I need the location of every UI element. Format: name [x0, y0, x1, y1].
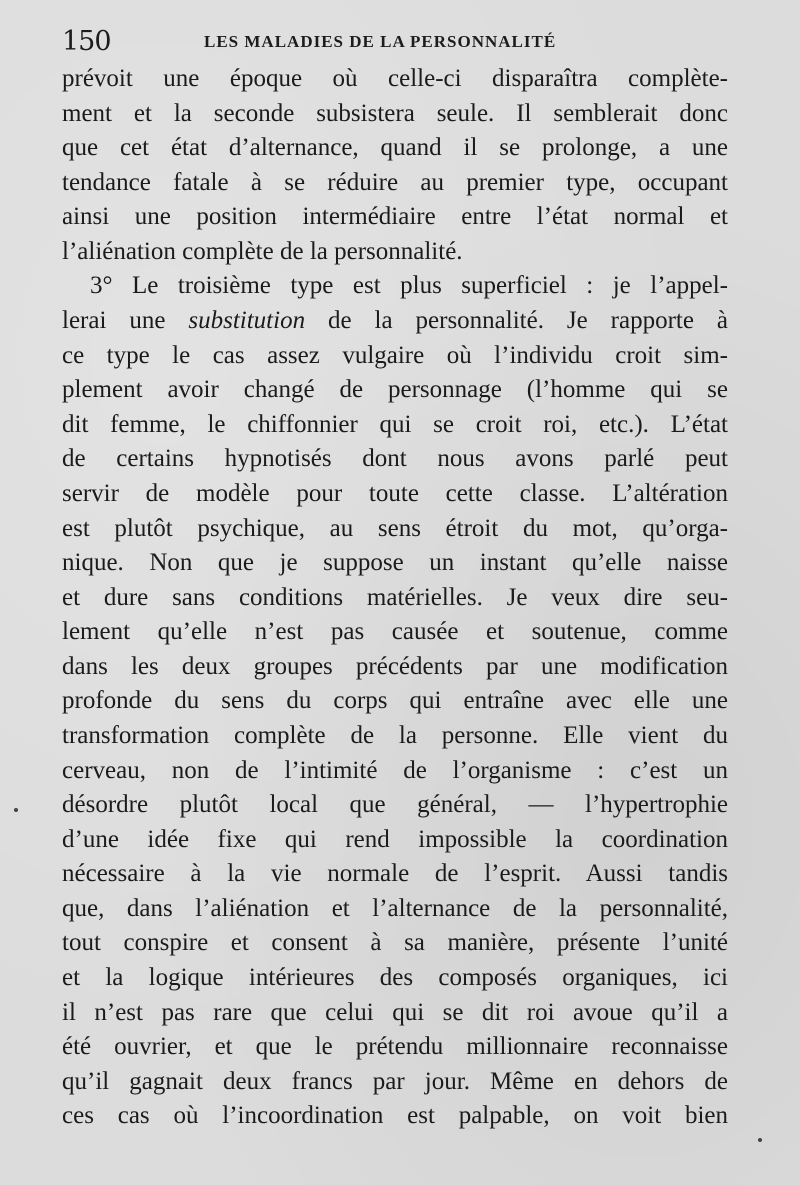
- text-line: tout conspire et consent à sa manière, présente l’unité: [62, 929, 728, 957]
- text-line: dit femme, le chiffonnier qui se croit roi, etc.). L’état: [62, 410, 728, 438]
- text-line: ces cas où l’incoordination est palpable, on voit bien: [62, 1102, 728, 1130]
- text-line: ce type le cas assez vulgaire où l’individu croit sim-: [62, 341, 728, 369]
- text-line: tendance fatale à se réduire au premier type, occupant: [62, 168, 728, 196]
- text-line: qu’il gagnait deux francs par jour. Même en dehors de: [62, 1067, 728, 1095]
- text-run: lerai une: [62, 307, 189, 335]
- text-line: d’une idée fixe qui rend impossible la coordination: [62, 825, 728, 853]
- text-line: de certains hypnotisés dont nous avons parlé peut: [62, 445, 728, 473]
- text-line: ainsi une position intermédiaire entre l’état normal et: [62, 203, 728, 231]
- text-line: l’aliénation complète de la personnalité.: [62, 237, 463, 265]
- text-line: été ouvrier, et que le prétendu millionnaire reconnaisse: [62, 1033, 728, 1061]
- paragraph-start-line: 3° Le troisième type est plus superficiel : je l’appel-: [90, 272, 728, 300]
- body-text: [62, 62, 728, 1134]
- text-line: que cet état d’alternance, quand il se prolonge, a une: [62, 134, 728, 162]
- text-line: nécessaire à la vie normale de l’esprit. Aussi tandis: [62, 860, 728, 888]
- page-number: 150: [62, 26, 111, 57]
- text-line: cerveau, non de l’intimité de l’organisme : c’est un: [62, 756, 728, 784]
- text-line: prévoit une époque où celle-ci disparaîtra complète-: [62, 65, 728, 92]
- emphasis-substitution: substitution: [188, 307, 306, 335]
- text-line-with-emphasis: [62, 304, 728, 339]
- margin-speck: [758, 1138, 762, 1142]
- text-line: que, dans l’aliénation et l’alternance de la personnalité,: [62, 894, 728, 922]
- text-line: servir de modèle pour toute cette classe. L’altération: [62, 479, 728, 507]
- text-line: profonde du sens du corps qui entraîne avec elle une: [62, 687, 728, 715]
- text-line: il n’est pas rare que celui qui se dit roi avoue qu’il a: [62, 998, 728, 1026]
- running-head: LES MALADIES DE LA PERSONNALITÉ: [204, 32, 557, 51]
- text-line: dans les deux groupes précédents par une modification: [62, 652, 728, 680]
- text-line: plement avoir changé de personnage (l’homme qui se: [62, 376, 728, 404]
- page-header: [62, 22, 730, 62]
- text-line: est plutôt psychique, au sens étroit du mot, qu’orga-: [62, 514, 728, 542]
- text-run: de la personnalité. Je rapporte à: [305, 307, 728, 335]
- text-line: désordre plutôt local que général, — l’hypertrophie: [62, 791, 728, 819]
- text-line: transformation complète de la personne. Elle vient du: [62, 721, 728, 749]
- text-line: nique. Non que je suppose un instant qu’elle naisse: [62, 549, 728, 577]
- text-line: ment et la seconde subsistera seule. Il semblerait donc: [62, 99, 728, 127]
- text-line: et dure sans conditions matérielles. Je veux dire seu-: [62, 583, 728, 611]
- text-line: et la logique intérieures des composés organiques, ici: [62, 964, 728, 992]
- text-line: lement qu’elle n’est pas causée et soutenue, comme: [62, 618, 728, 646]
- margin-speck: [14, 808, 18, 812]
